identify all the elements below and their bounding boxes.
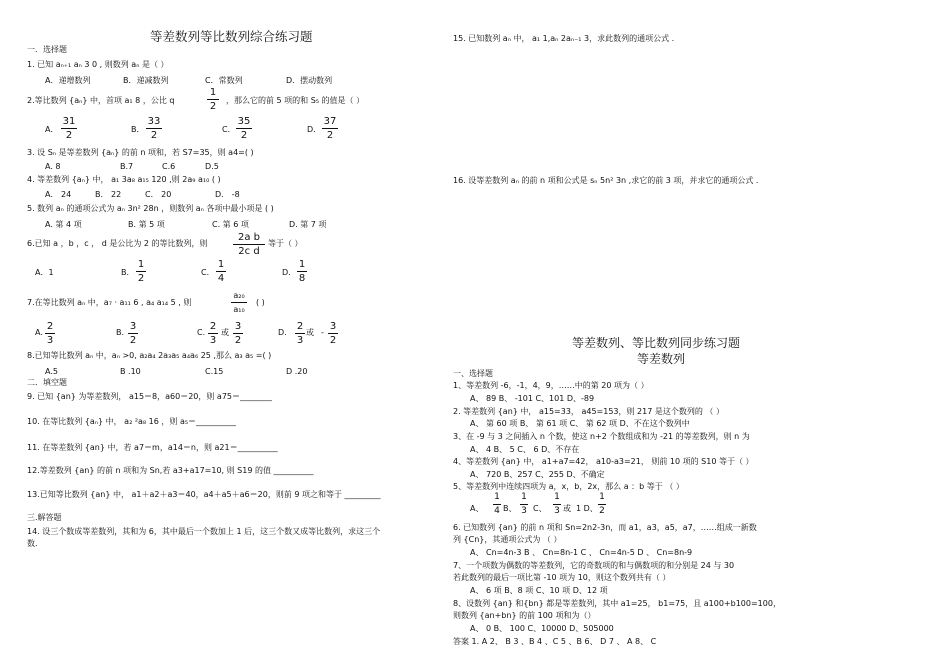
q8-option-c: C.15 (205, 367, 224, 376)
q4-option-a: A． 24 (45, 190, 72, 199)
q7-option-b-label: B. (116, 328, 125, 337)
r-question-7-cont: 若此数列的最后一项比第 -10 项为 10，则这个数列共有（ ） (453, 573, 671, 582)
r-question-8-cont: 则数列 {an+bn} 的前 100 项和为（） (453, 611, 596, 620)
q7-option-a-label: A. (35, 328, 43, 337)
q7-option-d-or: 或 (306, 328, 314, 337)
q7-option-c-or: 或 (221, 328, 229, 337)
r-question-7: 7、一个项数为偶数的等差数列，它的奇数项的和与偶数项的和分别是 24 与 30 (453, 561, 735, 570)
q2-option-a-fraction: 31 2 (62, 116, 76, 141)
q7-ratio-fraction: a₂₀ a₁₀ (231, 290, 247, 315)
q3-option-a: A. 8 (45, 162, 61, 171)
q6-option-c-label: C． (201, 268, 215, 277)
question-5: 5. 数列 aₙ 的通项公式为 aₙ 3n² 28n ，则数列 aₙ 各项中最小项是 ( ) (27, 204, 274, 213)
question-7-tail: ( ) (256, 298, 265, 307)
r-question-3: 3、在 -9 与 3 之间插入 n 个数，使这 n+2 个数组成和为 -21 的等差数列，则 n 为 (453, 432, 750, 441)
q6-expression-fraction: 2a b 2c d (233, 232, 265, 257)
section-choice-right: 一、选择题 (453, 369, 493, 378)
q2-option-d-label: D． (307, 125, 322, 134)
q6-option-d-label: D． (282, 268, 297, 277)
page-title: 等差数列等比数列综合练习题 (150, 29, 313, 44)
q7-option-d-fraction-1: 2 3 (296, 321, 304, 346)
q6-option-a: A．1 (35, 268, 54, 277)
question-13: 13.已知等比数列 {an} 中， a1＋a2＋a3＝40，a4＋a5＋a6＝20，则前 9 项之和等于 _________ (27, 490, 381, 499)
r-question-7-options: A、 6 项 B、8 项 C、10 项 D、12 项 (470, 586, 608, 595)
q3-option-d: D.5 (205, 162, 219, 171)
r-question-2-options: A、 第 60 项 B、 第 61 项 C、 第 62 项 D、不在这个数列中 (470, 419, 690, 428)
question-10: 10. 在等比数列 {aₙ} 中， a₂ ²a₈ 16 ，则 a₅＝__________ (27, 417, 237, 426)
q2-ratio-fraction: 1 2 (207, 87, 219, 112)
q7-option-c-fraction-2: 3 2 (234, 321, 242, 346)
r5-option-d-fraction: 1 2 (599, 492, 605, 516)
q1-option-a: A．递增数列 (45, 76, 91, 85)
r-question-8-options: A、 0 B、 100 C、10000 D、505000 (470, 624, 614, 633)
q7-option-a-fraction: 2 3 (46, 321, 54, 346)
question-6-tail: 等于（ ） (268, 239, 303, 248)
r-question-4-options: A、 720 B、257 C、255 D、不确定 (470, 470, 605, 479)
q8-option-a: A.5 (45, 367, 58, 376)
q2-option-d-fraction: 37 2 (323, 116, 337, 141)
r-question-1: 1、等差数列 -6，-1，4，9，……中的第 20 项为（ ） (453, 381, 649, 390)
question-4: 4. 等差数列 {aₙ} 中， a₁ 3a₈ a₁₅ 120 ,则 2a₉ a₁₀ ( ) (27, 175, 221, 184)
r-question-1-options: A、 89 B、 -101 C、101 D、-89 (470, 394, 595, 403)
q6-option-b-label: B． (121, 268, 135, 277)
q6-option-b-fraction: 1 2 (137, 259, 145, 284)
r5-option-c: C、 (533, 504, 547, 513)
r-question-5: 5、等差数列中连续四项为 a，x，b，2x，那么 a ：b 等于 （ ） (453, 482, 684, 491)
q2-option-b-label: B． (131, 125, 145, 134)
q7-option-d-fraction-2: 3 2 (329, 321, 337, 346)
section-fill-in: 二．填空题 (27, 378, 67, 387)
question-7: 7.在等比数列 aₙ 中，a₇ · a₁₁ 6 , a₄ a₁₄ 5 , 则 (27, 298, 192, 307)
question-2: 2.等比数列 {aₙ} 中，首项 a₁ 8 ，公比 q (27, 96, 175, 105)
r5-option-b: B、 (503, 504, 517, 513)
q2-option-b-fraction: 33 2 (147, 116, 161, 141)
q6-option-c-fraction: 1 4 (217, 259, 225, 284)
r5-option-c-or: 或 (563, 504, 571, 513)
r5-option-c-value: 1 D、 (576, 504, 598, 513)
q7-option-c-label: C. (197, 328, 206, 337)
q4-option-c: C． 20 (145, 190, 172, 199)
title-sync-exercises: 等差数列、等比数列同步练习题 (572, 336, 741, 350)
question-14: 14. 设三个数成等差数列，其和为 6，其中最后一个数加上 1 后，这三个数又成等比数列，求这三个 (27, 527, 381, 536)
question-12: 12.等差数列 {an} 的前 n 项和为 Sn,若 a3+a17=10, 则 S19 的值 __________ (27, 466, 314, 475)
q4-option-b: B． 22 (95, 190, 122, 199)
q5-option-c: C. 第 6 项 (212, 220, 249, 229)
question-11: 11. 在等差数列 {an} 中，若 a7＝m，a14＝n，则 a21＝__________ (27, 443, 278, 452)
question-14-cont: 数. (27, 539, 38, 548)
r-question-6-options: A、 Cn=4n-3 B 、 Cn=8n-1 C 、 Cn=4n-5 D 、 Cn=8n-9 (470, 548, 693, 557)
question-2-tail: ，那么它的前 5 项的和 S₅ 的值是（ ） (226, 96, 365, 105)
q3-option-c: C.6 (162, 162, 176, 171)
section-solve: 三.解答题 (27, 513, 62, 522)
q7-option-b-fraction: 3 2 (129, 321, 137, 346)
r5-option-a: A、 (470, 504, 484, 513)
question-8: 8.已知等比数列 aₙ 中，aₙ >0, a₂a₄ 2a₃a₅ a₄a₆ 25 ,那么 a₃ a₅ =( ) (27, 351, 272, 360)
q1-option-d: D．摆动数列 (286, 76, 333, 85)
q7-option-d-minus: - (321, 328, 324, 337)
q1-option-c: C．常数列 (205, 76, 243, 85)
section-choice: 一．选择题 (27, 45, 67, 54)
r5-option-a-fraction: 1 4 (494, 492, 500, 516)
q5-option-d: D. 第 7 项 (289, 220, 327, 229)
r-question-4: 4、等差数列 {an} 中， a1+a7=42， a10-a3=21， 则前 10 项的 S10 等于（ ） (453, 457, 754, 466)
q7-option-d-label: D. (278, 328, 287, 337)
question-6: 6.已知 a ，b ，c ， d 是公比为 2 的等比数列，则 (27, 239, 208, 248)
q7-option-c-fraction-1: 2 3 (209, 321, 217, 346)
r-question-6-cont: 列 {Cn}，其通项公式为 （ ） (453, 535, 562, 544)
r-question-3-options: A、 4 B、 5 C、 6 D、不存在 (470, 445, 580, 454)
question-15: 15. 已知数列 aₙ 中， a₁ 1,aₙ 2aₙ₋₁ 3，求此数列的通项公式 . (453, 34, 675, 43)
q2-option-a-label: A． (45, 125, 59, 134)
subtitle-arithmetic: 等差数列 (637, 352, 686, 366)
question-1: 1. 已知 aₙ₊₁ aₙ 3 0 , 则数列 aₙ 是（ ） (27, 60, 169, 69)
q1-option-b: B．递减数列 (123, 76, 169, 85)
q5-option-a: A. 第 4 项 (45, 220, 82, 229)
r-question-8: 8、设数列 {an} 和{bn} 都是等差数列，其中 a1=25， b1=75，且 a100+b100=100， (453, 599, 781, 608)
q8-option-b: B .10 (120, 367, 141, 376)
question-16: 16. 设等差数列 aₙ 的前 n 项和公式是 sₙ 5n² 3n ,求它的前 3 项，并求它的通项公式 . (453, 176, 759, 185)
question-9: 9. 已知 {an} 为等差数列， a15＝8，a60＝20，则 a75＝________ (27, 392, 273, 401)
q2-option-c-label: C． (222, 125, 236, 134)
r5-option-b-fraction: 1 3 (521, 492, 527, 516)
q8-option-d: D .20 (286, 367, 308, 376)
r5-option-c-fraction-1: 1 3 (554, 492, 560, 516)
q2-option-c-fraction: 35 2 (237, 116, 251, 141)
q4-option-d: D． -8 (215, 190, 240, 199)
q5-option-b: B. 第 5 项 (128, 220, 165, 229)
q3-option-b: B.7 (120, 162, 134, 171)
answer-key: 答案 1. A 2、 B 3 、B 4 、C 5 、B 6、 D 7 、 A 8、 C (453, 637, 657, 646)
r-question-2: 2. 等差数列 {an} 中， a15=33， a45=153，则 217 是这个数列的 （ ） (453, 407, 724, 416)
q6-option-d-fraction: 1 8 (298, 259, 306, 284)
question-3: 3. 设 Sₙ 是等差数列 {aₙ} 的前 n 项和，若 S7=35，则 a4=( ) (27, 148, 254, 157)
r-question-6: 6. 已知数列 {an} 的前 n 项和 Sn=2n2-3n，而 a1，a3，a5，a7，……组成一新数 (453, 523, 757, 532)
